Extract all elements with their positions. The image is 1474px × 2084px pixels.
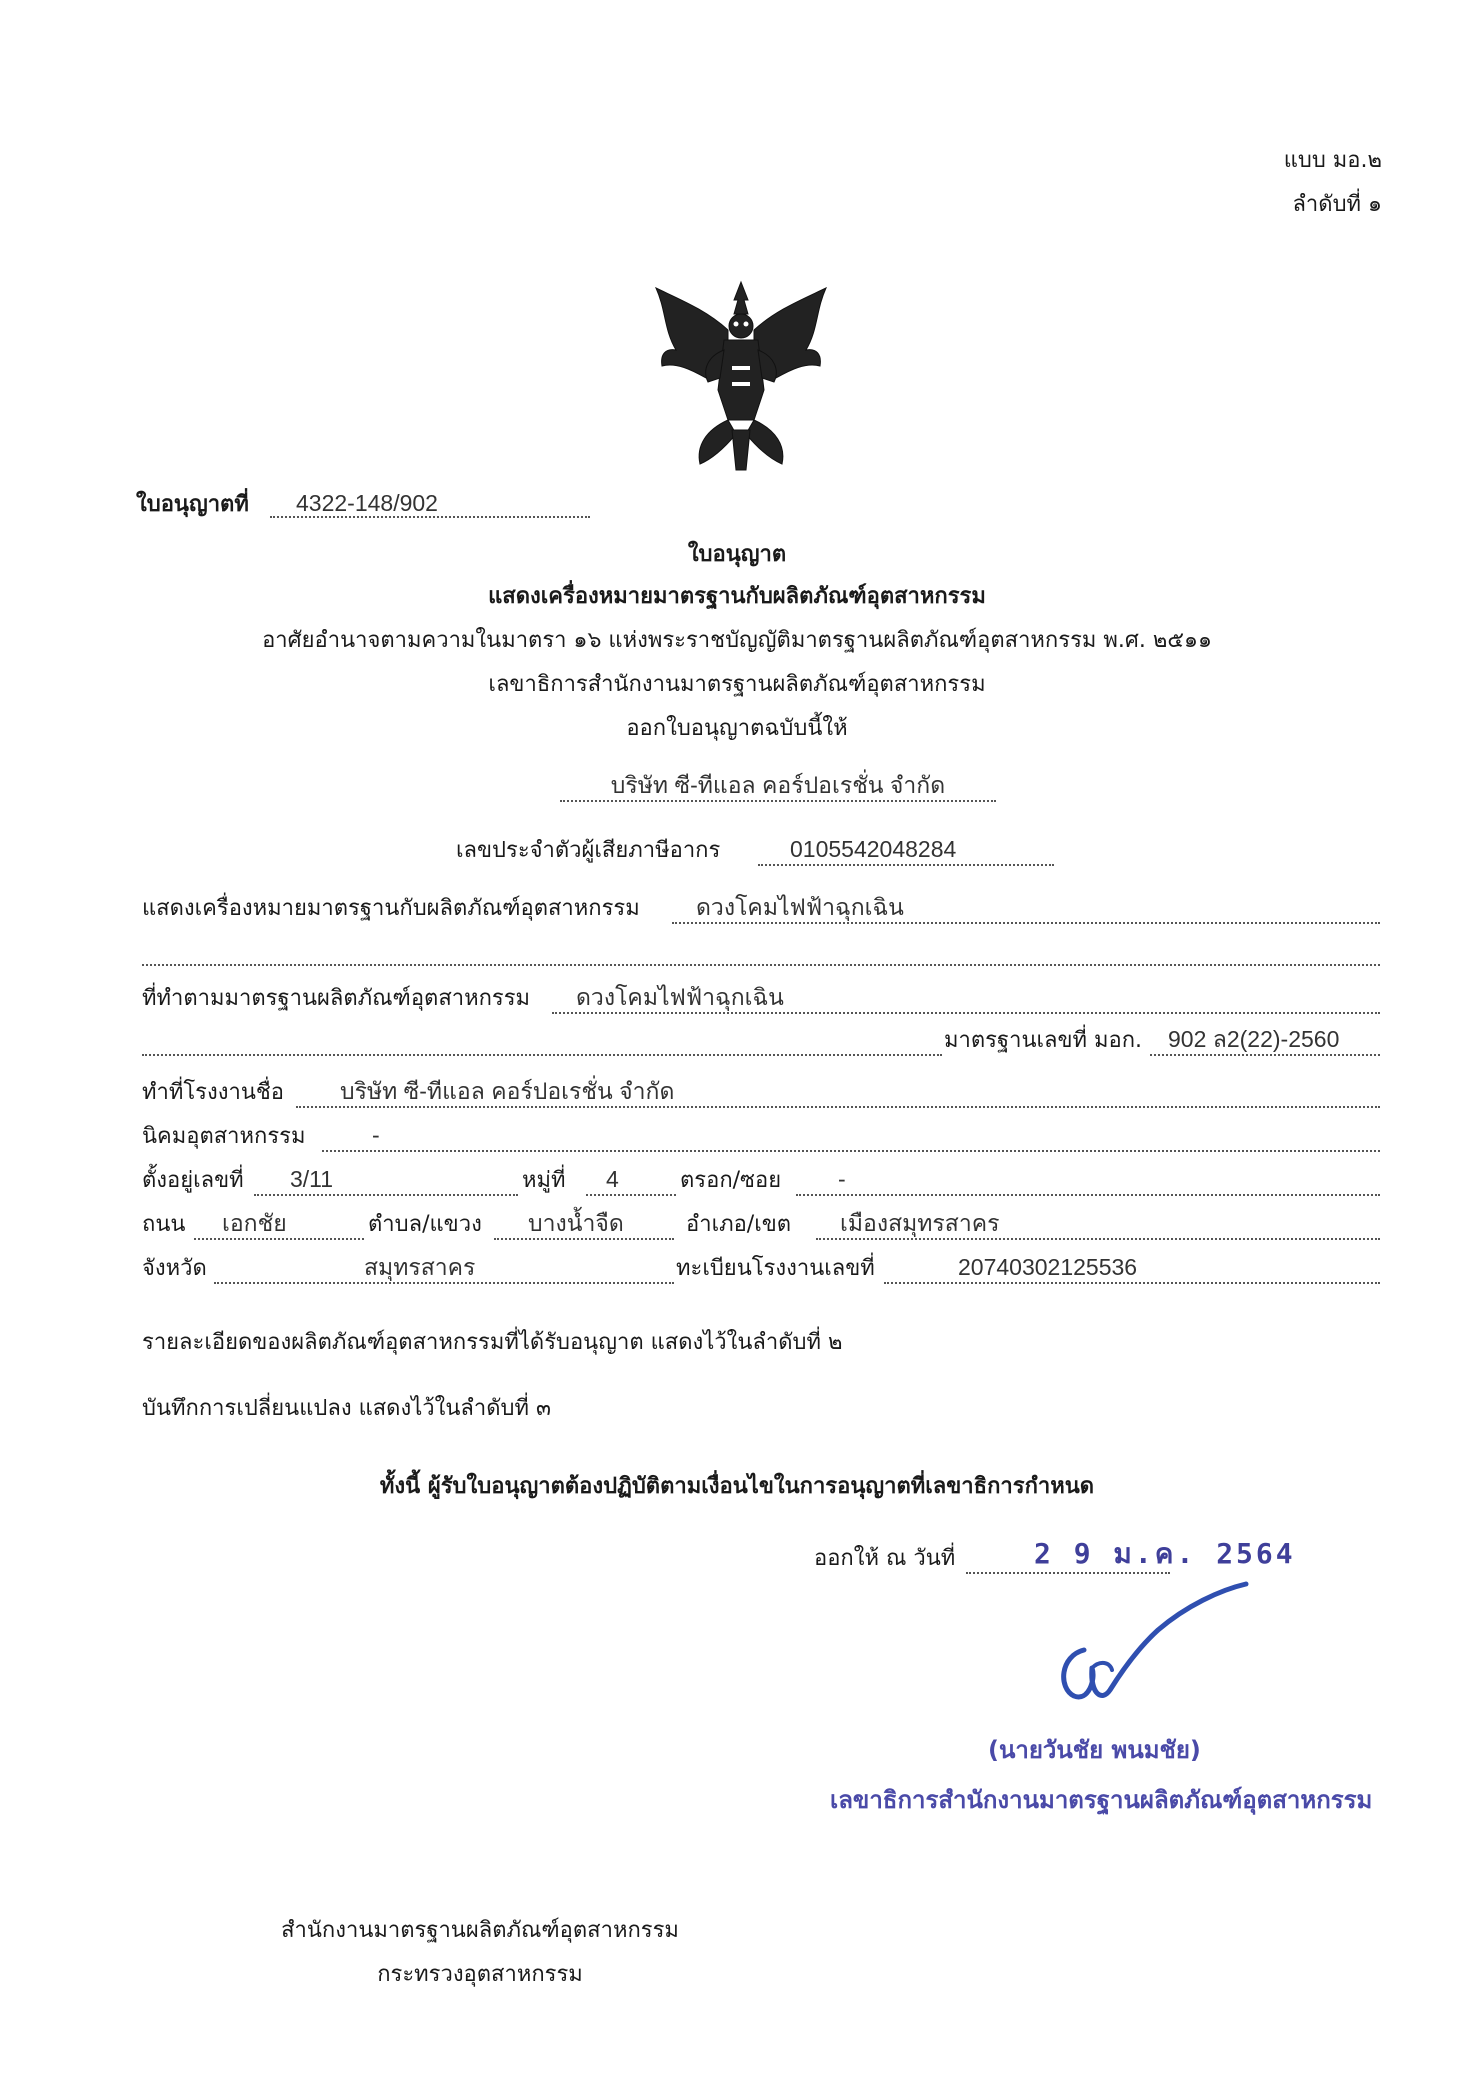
condition-note: ทั้งนี้ ผู้รับใบอนุญาตต้องปฏิบัติตามเงื่อนไขในการอนุญาตที่เลขาธิการกำหนด	[379, 1474, 1095, 1499]
document-title: ใบอนุญาต	[687, 542, 787, 567]
province-value: สมุทรสาคร	[364, 1254, 476, 1280]
standard-number-label: มาตรฐานเลขที่ มอก.	[944, 1028, 1143, 1053]
factory-value: บริษัท ซี-ทีแอล คอร์ปอเรชั่น จำกัด	[340, 1078, 675, 1104]
company-name: บริษัท ซี-ทีแอล คอร์ปอเรชั่น จำกัด	[610, 772, 946, 798]
issue-date-stamp: 2 9 ม.ค. 2564	[1034, 1537, 1296, 1570]
moo-label: หมู่ที่	[522, 1168, 566, 1193]
address-number-label: ตั้งอยู่เลขที่	[142, 1168, 244, 1193]
soi-value: -	[838, 1166, 846, 1192]
industrial-estate-value: -	[372, 1122, 380, 1148]
standard-number-value: 902 ล2(22)-2560	[1168, 1026, 1340, 1052]
soi-label: ตรอก/ซอย	[680, 1168, 782, 1193]
industrial-estate-label: นิคมอุตสาหกรรม	[142, 1124, 306, 1149]
license-number-value: 4322-148/902	[296, 490, 438, 516]
factory-registration-label: ทะเบียนโรงงานเลขที่	[676, 1256, 875, 1281]
license-number-label: ใบอนุญาตที่	[136, 492, 249, 517]
form-code: แบบ มอ.๒	[1283, 148, 1382, 173]
details-note: รายละเอียดของผลิตภัณฑ์อุตสาหกรรมที่ได้รับอนุญาต แสดงไว้ในลำดับที่ ๒	[142, 1330, 843, 1355]
road-value: เอกชัย	[222, 1210, 287, 1236]
issue-date-label: ออกให้ ณ วันที่	[814, 1546, 956, 1571]
footer-ministry: กระทรวงอุตสาหกรรม	[377, 1962, 583, 1987]
subdistrict-label: ตำบล/แขวง	[368, 1212, 482, 1237]
signature-mark-icon	[1040, 1570, 1260, 1730]
issue-to-line: ออกใบอนุญาตฉบับนี้ให้	[626, 716, 848, 741]
product-mark-label: แสดงเครื่องหมายมาตรฐานกับผลิตภัณฑ์อุตสาหกรรม	[142, 896, 640, 921]
district-value: เมืองสมุทรสาคร	[840, 1210, 1000, 1236]
signer-title: เลขาธิการสำนักงานมาตรฐานผลิตภัณฑ์อุตสาหกรรม	[830, 1786, 1373, 1814]
garuda-emblem-icon	[636, 270, 846, 480]
province-label: จังหวัด	[142, 1256, 207, 1281]
moo-value: 4	[606, 1166, 619, 1192]
footer-office: สำนักงานมาตรฐานผลิตภัณฑ์อุตสาหกรรม	[281, 1918, 679, 1943]
tax-id-label: เลขประจำตัวผู้เสียภาษีอากร	[456, 838, 721, 863]
issuer-line: เลขาธิการสำนักงานมาตรฐานผลิตภัณฑ์อุตสาหกรรม	[488, 672, 986, 697]
tax-id-value: 0105542048284	[790, 836, 957, 862]
document-subtitle: แสดงเครื่องหมายมาตรฐานกับผลิตภัณฑ์อุตสาหกรรม	[488, 584, 986, 609]
factory-registration-value: 20740302125536	[958, 1254, 1138, 1280]
made-to-standard-label: ที่ทำตามมาตรฐานผลิตภัณฑ์อุตสาหกรรม	[142, 986, 531, 1011]
factory-label: ทำที่โรงงานชื่อ	[142, 1080, 285, 1105]
changes-note: บันทึกการเปลี่ยนแปลง แสดงไว้ในลำดับที่ ๓	[142, 1396, 552, 1421]
product-mark-value: ดวงโคมไฟฟ้าฉุกเฉิน	[696, 894, 904, 920]
road-label: ถนน	[142, 1212, 186, 1237]
sequence-number: ลำดับที่ ๑	[1292, 192, 1382, 217]
subdistrict-value: บางน้ำจืด	[528, 1210, 624, 1236]
address-number-value: 3/11	[290, 1166, 334, 1192]
made-to-standard-value: ดวงโคมไฟฟ้าฉุกเฉิน	[576, 984, 784, 1010]
authority-line: อาศัยอำนาจตามความในมาตรา ๑๖ แห่งพระราชบัญญัติมาตรฐานผลิตภัณฑ์อุตสาหกรรม พ.ศ. ๒๕๑๑	[262, 628, 1212, 653]
signer-name: (นายวันชัย พนมชัย)	[988, 1736, 1201, 1764]
district-label: อำเภอ/เขต	[686, 1212, 792, 1237]
